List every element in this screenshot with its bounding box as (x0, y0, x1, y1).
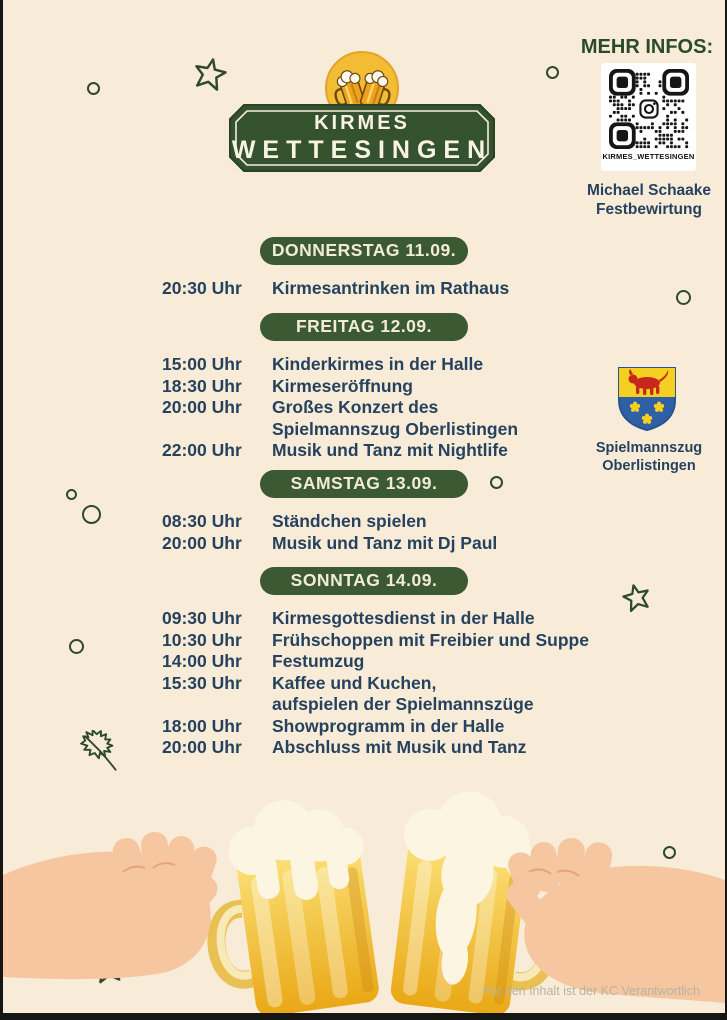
section-header-pill: DONNERSTAG 11.09. (260, 237, 468, 265)
schedule-row: 14:00 Uhr Festumzug (162, 651, 365, 671)
more-info-heading: MEHR INFOS: (580, 36, 714, 58)
beer-cheers-illustration (3, 780, 725, 1013)
left-hand (3, 831, 223, 979)
schedule-row: 20:00 Uhr Großes Konzert des (162, 397, 439, 417)
schedule-row: aufspielen der Spielmannszüge (272, 694, 534, 714)
schedule-row: 22:00 Uhr Musik und Tanz mit Nightlife (162, 440, 508, 460)
schedule-section-sonntag (3, 567, 725, 759)
qr-finder-top-left (609, 69, 636, 96)
schedule-row: 09:30 Uhr Kirmesgottesdienst in der Halle (162, 608, 535, 628)
contact-name: Michael Schaake (586, 182, 712, 199)
section-header-pill: SONNTAG 14.09. (260, 567, 468, 595)
instagram-icon (636, 97, 661, 122)
schedule-row: 18:00 Uhr Showprogramm in der Halle (162, 715, 505, 736)
schedule-section-donnerstag (3, 237, 725, 300)
schedule-row: 20:30 Uhr Kirmesantrinken im Rathaus (162, 278, 510, 298)
club-name-line2: Oberlistingen (602, 457, 696, 474)
star-icon (191, 55, 229, 93)
circle-decoration (87, 82, 100, 95)
title-line-kirmes: KIRMES (314, 112, 410, 134)
schedule-row: 08:30 Uhr Ständchen spielen (162, 511, 427, 531)
schedule-row: Spielmannszug Oberlistingen (272, 418, 519, 439)
schedule-row: 18:30 Uhr Kirmeseröffnung (162, 375, 413, 396)
qr-caption: KIRMES_WETTESINGEN (602, 152, 695, 161)
right-beer-mug (383, 784, 567, 1013)
qr-code (609, 69, 689, 149)
contact-role: Festbewirtung (596, 200, 702, 218)
qr-finder-top-right (662, 69, 689, 96)
schedule-section-samstag (3, 470, 725, 554)
kirmes-poster (3, 0, 725, 1013)
qr-finder-bottom-left (609, 122, 636, 149)
schedule-row: 20:00 Uhr Musik und Tanz mit Dj Paul (162, 532, 498, 553)
left-beer-mug (198, 790, 386, 1013)
schedule-row: 20:00 Uhr Abschluss mit Musik und Tanz (162, 737, 527, 757)
schedule-row: 15:30 Uhr Kaffee und Kuchen, (162, 672, 437, 693)
qr-card (601, 63, 696, 171)
poster-title (228, 103, 496, 173)
schedule-section-freitag (3, 313, 725, 462)
schedule-row: 10:30 Uhr Frühschoppen mit Freibier und Suppe (162, 629, 589, 650)
footer-disclaimer: Für den Inhalt ist der KC Verantwortlich (482, 984, 700, 998)
club-name-line1: Spielmannszug (595, 440, 703, 456)
section-header-pill: FREITAG 12.09. (260, 313, 468, 341)
section-header-pill: SAMSTAG 13.09. (260, 470, 468, 498)
circle-decoration (546, 66, 559, 79)
title-line-wettesingen: WETTESINGEN (231, 136, 493, 164)
contact-info (559, 182, 725, 219)
schedule-row: 15:00 Uhr Kinderkirmes in der Halle (162, 354, 484, 374)
